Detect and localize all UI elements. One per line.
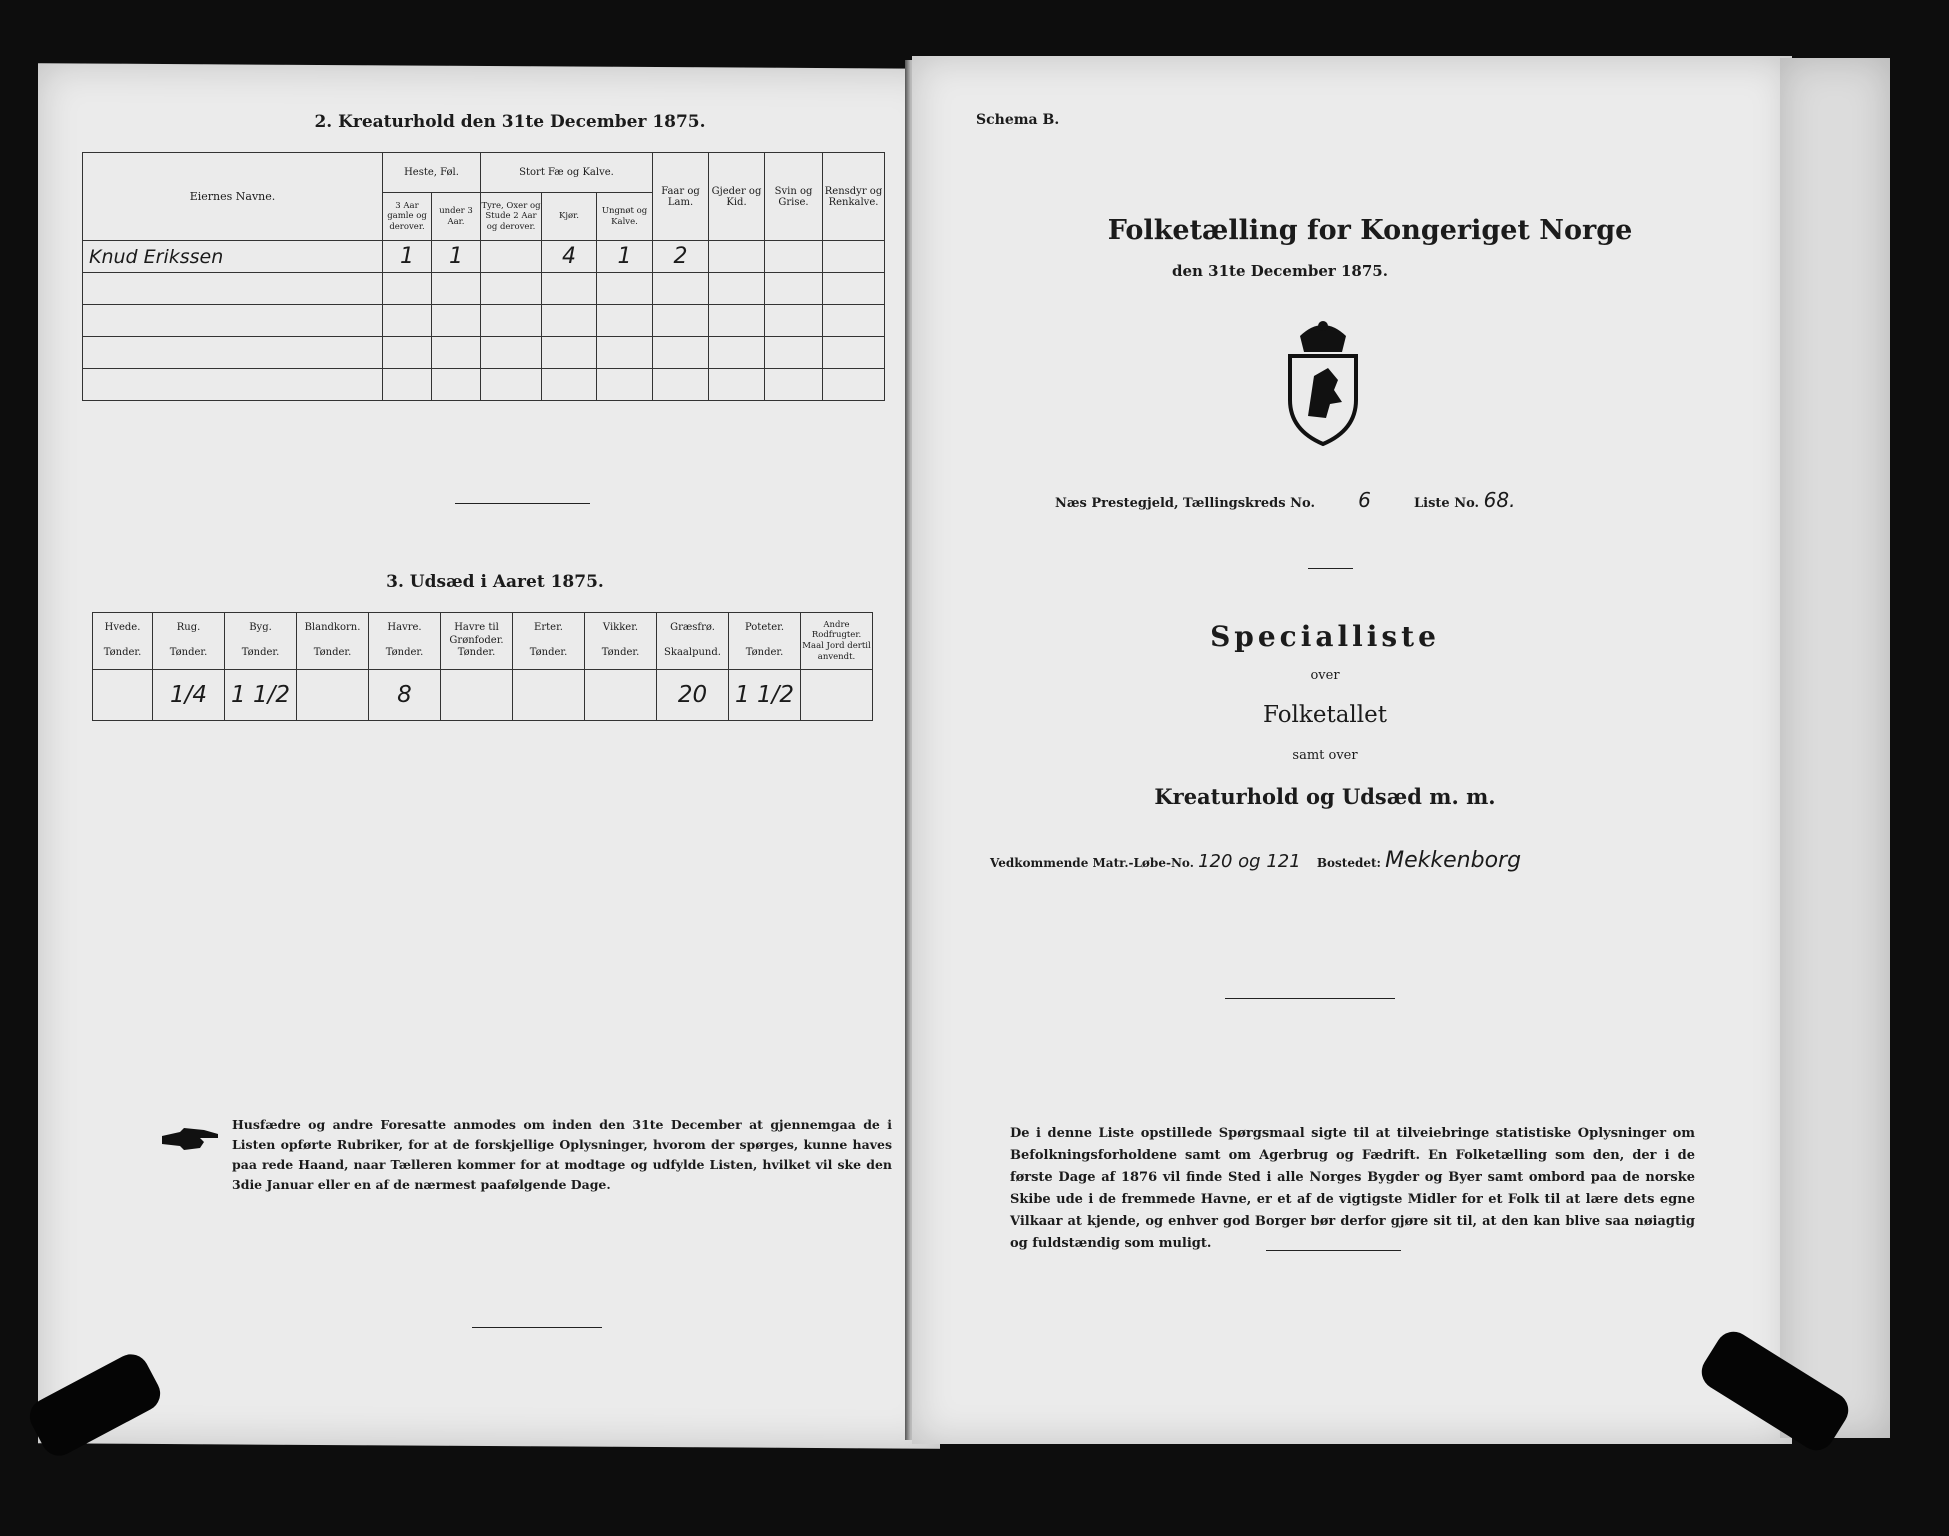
subheader-cows: Kjør. xyxy=(542,193,597,241)
folketallet-label: Folketallet xyxy=(1263,702,1387,728)
crop-header: Rug. Tønder. xyxy=(153,613,225,670)
crop-value xyxy=(513,670,585,721)
parish-line xyxy=(1055,488,1515,512)
divider-line xyxy=(1308,568,1353,569)
header-reindeer: Rensdyr og Renkalve. xyxy=(823,153,885,241)
bosted-label: Bostedet: xyxy=(1316,856,1381,870)
notice-text: Husfædre og andre Foresatte anmodes om inden den 31te December at gjennemgaa de i Listen opførte Rubriker, for at de forskjellige Oplysninger, hvorom der spørges, kunne haves paa rede Haand, naar Tælleren kommer for at modtage og udfylde Listen, hvilket vil ske den 3die Januar eller en af de nærmest paafølgende Dage. xyxy=(232,1117,892,1192)
owner-name-header: Eiernes Navne. xyxy=(83,153,383,241)
specialliste-title: Specialliste xyxy=(1210,620,1440,653)
crops-header-row xyxy=(93,613,873,670)
liste-label: Liste No. xyxy=(1414,496,1480,511)
coat-of-arms-icon xyxy=(1280,318,1366,448)
crop-header: Hvede. Tønder. xyxy=(93,613,153,670)
crop-value: 8 xyxy=(369,670,441,721)
crop-value xyxy=(801,670,873,721)
page-stack-edge xyxy=(1780,58,1890,1438)
header-goats: Gjeder og Kid. xyxy=(709,153,765,241)
cell: 1 xyxy=(432,241,481,273)
crop-header: Blandkorn. Tønder. xyxy=(297,613,369,670)
crop-header: Havre til Grønfoder. Tønder. xyxy=(441,613,513,670)
divider-line xyxy=(455,503,590,504)
cell: 1 xyxy=(597,241,653,273)
matr-label: Vedkommende Matr.-Løbe-No. xyxy=(990,856,1194,870)
livestock-table xyxy=(82,152,885,401)
table-row xyxy=(83,337,885,369)
crop-header: Vikker. Tønder. xyxy=(585,613,657,670)
table-row xyxy=(83,241,885,273)
page-title: Folketælling for Kongeriget Norge xyxy=(1107,215,1633,246)
header-pigs: Svin og Grise. xyxy=(765,153,823,241)
title-date: den 31te December 1875. xyxy=(1172,262,1388,280)
cell: 2 xyxy=(653,241,709,273)
subheader-horses-young: under 3 Aar. xyxy=(432,193,481,241)
matr-line xyxy=(990,848,1521,873)
cell xyxy=(823,241,885,273)
crop-header: Græsfrø. Skaalpund. xyxy=(657,613,729,670)
matr-value: 120 og 121 xyxy=(1198,851,1301,872)
schema-label: Schema B. xyxy=(976,112,1060,128)
crop-value: 20 xyxy=(657,670,729,721)
cell xyxy=(765,241,823,273)
liste-number: 68. xyxy=(1483,488,1516,512)
crops-heading: 3. Udsæd i Aaret 1875. xyxy=(386,572,604,592)
parish-label: Næs Prestegjeld, Tællingskreds No. xyxy=(1055,496,1315,511)
divider-line xyxy=(472,1327,602,1328)
samt-over-label: samt over xyxy=(1292,748,1358,763)
table-row xyxy=(83,305,885,337)
bosted-value: Mekkenborg xyxy=(1385,848,1522,873)
explanation-paragraph: De i denne Liste opstillede Spørgsmaal sigte til at tilveiebringe statistiske Oplysninger om Befolkningsforholdene samt om Agerbrug og Fædrift. En Folketælling som den, der i de første Dage af 1876 vil finde Sted i alle Norges Bygder og Byer samt ombord paa de norske Skibe ude i de fremmede Havne, er et af de vigtigste Midler for et Folk til at lære dets egne Vilkaar at kjende, og enhver god Borger bør derfor gjøre sit til, at den kan blive saa nøiagtig og fuldstændig som muligt. xyxy=(1010,1126,1695,1251)
cell xyxy=(709,241,765,273)
crop-header: Byg. Tønder. xyxy=(225,613,297,670)
kreaturhold-title: Kreaturhold og Udsæd m. m. xyxy=(1154,784,1496,809)
header-sheep: Faar og Lam. xyxy=(653,153,709,241)
owner-name: Knud Erikssen xyxy=(83,241,383,273)
cell: 4 xyxy=(542,241,597,273)
cell xyxy=(481,241,542,273)
subheader-calves: Ungnøt og Kalve. xyxy=(597,193,653,241)
livestock-heading: 2. Kreaturhold den 31te December 1875. xyxy=(314,112,706,132)
table-row xyxy=(83,273,885,305)
crop-value xyxy=(297,670,369,721)
subheader-horses-adult: 3 Aar gamle og derover. xyxy=(383,193,432,241)
crop-value xyxy=(441,670,513,721)
crop-header: Andre Rodfrugter. Maal Jord dertil anvendt. xyxy=(801,613,873,670)
crop-value: 1 1/2 xyxy=(225,670,297,721)
divider-line xyxy=(1225,998,1395,999)
crop-value xyxy=(93,670,153,721)
crop-value: 1/4 xyxy=(153,670,225,721)
header-horses: Heste, Føl. xyxy=(383,153,481,193)
crop-header: Havre. Tønder. xyxy=(369,613,441,670)
header-cattle: Stort Fæ og Kalve. xyxy=(481,153,653,193)
pointing-hand-icon xyxy=(160,1124,220,1154)
crop-header: Erter. Tønder. xyxy=(513,613,585,670)
crop-header: Poteter. Tønder. xyxy=(729,613,801,670)
divider-line xyxy=(1266,1250,1401,1251)
tellingskreds-number: 6 xyxy=(1358,488,1371,512)
table-row xyxy=(83,369,885,401)
over-label: over xyxy=(1310,668,1340,683)
crop-value xyxy=(585,670,657,721)
crop-value: 1 1/2 xyxy=(729,670,801,721)
crops-value-row xyxy=(93,670,873,721)
cell: 1 xyxy=(383,241,432,273)
crops-table xyxy=(92,612,873,721)
subheader-bulls: Tyre, Oxer og Stude 2 Aar og derover. xyxy=(481,193,542,241)
